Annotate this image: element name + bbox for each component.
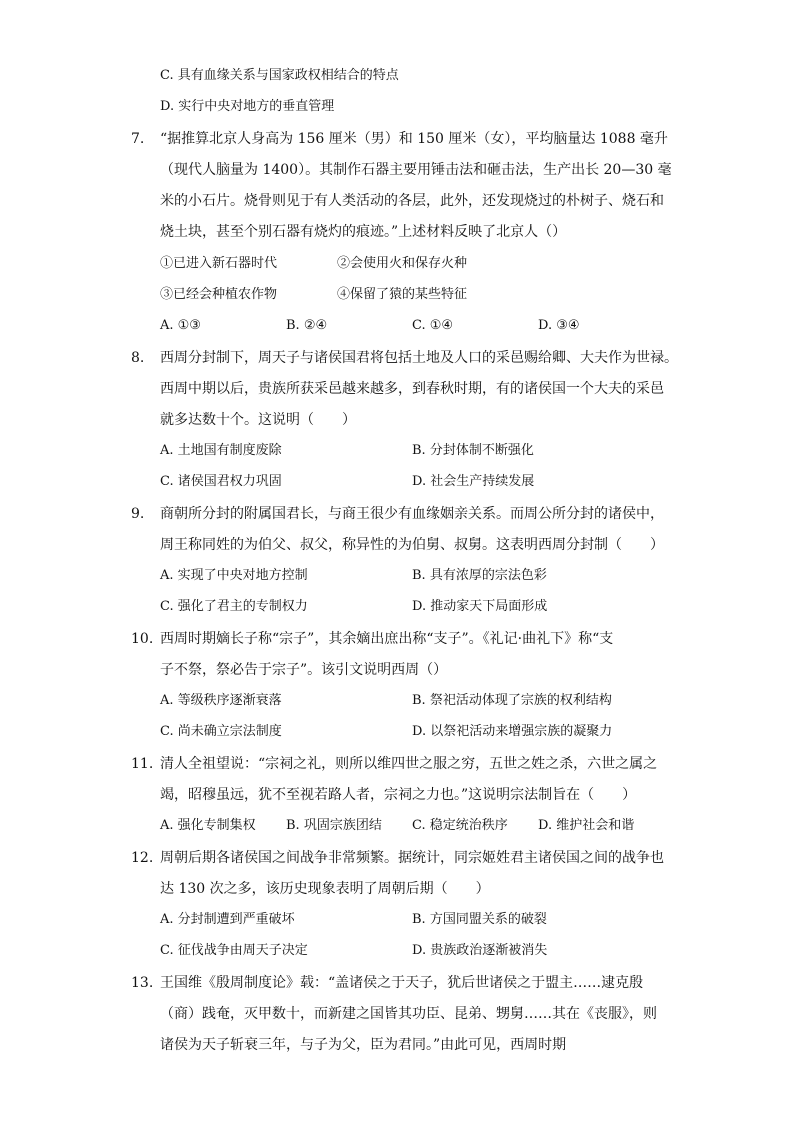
question-11-option-b: B. 巩固宗族团结: [286, 818, 382, 833]
question-12-option-b: B. 方国同盟关系的破裂: [412, 912, 547, 927]
question-8-line-1: 西周分封制下，周天子与诸侯国君将包括土地及人口的采邑赐给卿、大夫作为世禄。: [160, 350, 678, 366]
question-10-option-d: D. 以祭祀活动来增强宗族的凝聚力: [412, 724, 613, 739]
question-10-option-c: C. 尚未确立宗法制度: [160, 724, 282, 739]
question-7-line-3: 米的小石片。烧骨则见于有人类活动的各层，此外，还发现烧过的朴树子、烧石和: [160, 193, 664, 209]
question-7-option-b: B. ②④: [286, 318, 328, 333]
question-8-option-a: A. 土地国有制度废除: [160, 443, 282, 458]
question-9-line-2: 周王称同姓的为伯父、叔父，称异性的为伯舅、叔舅。这表明西周分封制（ ）: [160, 537, 664, 553]
question-8-option-b: B. 分封体制不断强化: [412, 443, 534, 458]
prev-option-d: D. 实行中央对地方的垂直管理: [160, 99, 335, 114]
question-11-line-2: 竭，昭穆虽远，犹不至视若路人者，宗祠之力也。”这说明宗法制旨在（ ）: [160, 787, 637, 803]
question-9-option-c: C. 强化了君主的专制权力: [160, 599, 308, 614]
question-10-option-b: B. 祭祀活动体现了宗族的权利结构: [412, 693, 612, 708]
question-7-line-4: 烧土块，甚至个别石器有烧灼的痕迹。”上述材料反映了北京人（）: [160, 224, 567, 240]
question-7-option-c: C. ①④: [412, 318, 454, 333]
question-12-line-1: 周朝后期各诸侯国之间战争非常频繁。据统计，同宗姬姓君主诸侯国之间的战争也: [160, 850, 664, 866]
question-13-line-3: 诸侯为天子斩衰三年，与子为父，臣为君同。”由此可见，西周时期: [160, 1037, 567, 1053]
question-number-12: 12.: [131, 850, 154, 866]
question-11-option-c: C. 稳定统治秩序: [412, 818, 508, 833]
question-12-option-d: D. 贵族政治逐渐被消失: [412, 943, 548, 958]
question-number-7: 7.: [131, 131, 145, 147]
question-10-option-a: A. 等级秩序逐渐衰落: [160, 693, 282, 708]
question-7-item-3: ③已经会种植农作物: [160, 287, 278, 302]
question-9-option-a: A. 实现了中央对地方控制: [160, 568, 308, 583]
question-number-13: 13.: [131, 975, 154, 991]
question-10-line-2: 子不祭，祭必告于宗子”。该引文说明西周（）: [160, 662, 448, 678]
question-7-item-2: ②会使用火和保存火种: [337, 256, 468, 271]
question-12-line-2: 达 130 次之多，该历史现象表明了周朝后期（ ）: [160, 881, 490, 897]
question-7-item-4: ④保留了猿的某些特征: [337, 287, 468, 302]
question-9-option-b: B. 具有浓厚的宗法色彩: [412, 568, 547, 583]
question-7-item-1: ①已进入新石器时代: [160, 256, 278, 271]
question-9-option-d: D. 推动家天下局面形成: [412, 599, 548, 614]
question-13-line-2: （商）践奄，灭甲数十，而新建之国皆其功臣、昆弟、甥舅……其在《丧服》，则: [160, 1006, 657, 1022]
question-9-line-1: 商朝所分封的附属国君长，与商王很少有血缘姻亲关系。而周公所分封的诸侯中，: [160, 506, 664, 522]
question-12-option-c: C. 征伐战争由周天子决定: [160, 943, 308, 958]
question-8-option-d: D. 社会生产持续发展: [412, 474, 535, 489]
question-13-line-1: 王国维《殷周制度论》载：“盖诸侯之于天子，犹后世诸侯之于盟主……逮克殷: [160, 975, 644, 991]
question-number-9: 9.: [131, 506, 145, 522]
question-11-option-d: D. 维护社会和谐: [538, 818, 635, 833]
question-number-11: 11.: [131, 756, 154, 772]
question-number-8: 8.: [131, 350, 145, 366]
question-7-line-1: “据推算北京人身高为 156 厘米（男）和 150 厘米（女），平均脑量达 1088 毫升: [160, 131, 668, 147]
question-11-option-a: A. 强化专制集权: [160, 818, 256, 833]
question-8-option-c: C. 诸侯国君权力巩固: [160, 474, 282, 489]
question-7-option-d: D. ③④: [538, 318, 580, 333]
question-8-line-2: 西周中期以后，贵族所获采邑越来越多，到春秋时期，有的诸侯国一个大夫的采邑: [160, 381, 664, 397]
question-7-option-a: A. ①③: [160, 318, 201, 333]
question-11-line-1: 清人全祖望说：“宗祠之礼，则所以维四世之服之穷，五世之姓之杀，六世之属之: [160, 756, 658, 772]
prev-option-c: C. 具有血缘关系与国家政权相结合的特点: [160, 68, 399, 83]
question-8-line-3: 就多达数十个。这说明（ ）: [160, 412, 356, 428]
question-10-line-1: 西周时期嫡长子称“宗子”，其余嫡出庶出称“支子”。《礼记·曲礼下》称“支: [160, 631, 614, 647]
question-7-line-2: （现代人脑量为 1400）。其制作石器主要用锤击法和砸击法，生产出长 20—30 毫: [160, 162, 672, 178]
question-12-option-a: A. 分封制遭到严重破坏: [160, 912, 295, 927]
question-number-10: 10.: [131, 631, 154, 647]
